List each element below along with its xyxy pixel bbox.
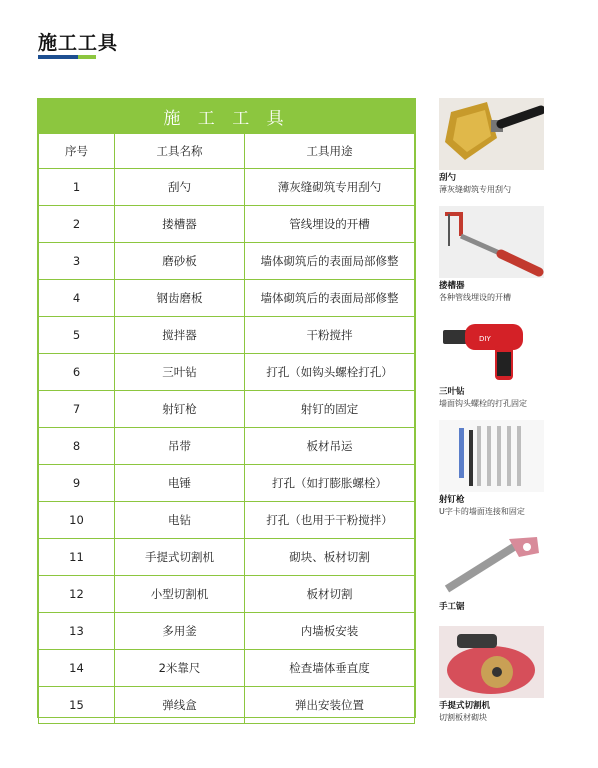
tool-usage: 墙体砌筑后的表面局部修整 [245,243,415,280]
drill-photo [439,312,544,384]
tool-name: 搅拌器 [115,317,245,354]
tool-name: 电钻 [115,502,245,539]
tool-usage: 干粉搅拌 [245,317,415,354]
table-row [39,280,415,317]
gallery-caption-title: 手工锯 [439,602,465,612]
tool-usage: 弹出安装位置 [245,687,415,724]
gallery-item-drill [439,312,544,409]
tool-name: 吊带 [115,428,245,465]
tool-usage: 管线埋设的开槽 [245,206,415,243]
table-row [39,502,415,539]
page-title: 施工工具 [38,32,119,54]
table-row [39,169,415,206]
gallery-item-nail-gun [439,420,544,517]
table-row [39,428,415,465]
table-row [39,613,415,650]
tool-usage: 板材吊运 [245,428,415,465]
tool-name: 2米靠尺 [115,650,245,687]
tool-usage: 内墙板安装 [245,613,415,650]
table-row [39,354,415,391]
title-underline-green [78,55,96,59]
tool-usage: 射钉的固定 [245,391,415,428]
tool-name: 射钉枪 [115,391,245,428]
table-row [39,391,415,428]
tool-name: 刮勺 [115,169,245,206]
gallery-caption-title: 刮勺 [439,173,457,183]
title-underline-blue [38,55,78,59]
tool-name: 磨砂板 [115,243,245,280]
row-number: 2 [39,206,115,243]
tool-usage: 墙体砌筑后的表面局部修整 [245,280,415,317]
row-number: 8 [39,428,115,465]
gallery-item-cutter [439,626,544,723]
gallery-item-groover [439,206,544,303]
tool-usage: 检查墙体垂直度 [245,650,415,687]
row-number: 1 [39,169,115,206]
table-row [39,465,415,502]
table-header-row [39,134,415,169]
table-row [39,687,415,724]
column-header: 工具用途 [245,134,415,169]
row-number: 10 [39,502,115,539]
row-number: 12 [39,576,115,613]
row-number: 9 [39,465,115,502]
row-number: 13 [39,613,115,650]
gallery-caption-title: 三叶钻 [439,387,465,397]
tool-name: 电锤 [115,465,245,502]
row-number: 4 [39,280,115,317]
row-number: 5 [39,317,115,354]
tool-name: 弹线盒 [115,687,245,724]
row-number: 15 [39,687,115,724]
tool-usage: 打孔（也用于干粉搅拌） [245,502,415,539]
trowel-photo [439,98,544,170]
gallery-item-trowel [439,98,544,195]
table-row [39,243,415,280]
tool-name: 三叶钻 [115,354,245,391]
tool-name: 小型切割机 [115,576,245,613]
gallery-caption-desc: 薄灰缝砌筑专用刮勺 [439,185,511,194]
table-row [39,576,415,613]
tool-usage: 打孔（如打膨胀螺栓） [245,465,415,502]
row-number: 7 [39,391,115,428]
tool-usage: 薄灰缝砌筑专用刮勺 [245,169,415,206]
table-row [39,650,415,687]
gallery-caption-title: 搂槽器 [439,281,465,291]
gallery-caption-title: 射钉枪 [439,495,465,505]
table-row [39,206,415,243]
tool-name: 手提式切割机 [115,539,245,576]
gallery-item-hand-saw [439,527,544,613]
tool-usage: 板材切割 [245,576,415,613]
table-title: 施 工 工 具 [38,99,415,133]
gallery-caption-desc: 切割板材砌块 [439,713,487,722]
row-number: 11 [39,539,115,576]
tools-table [37,98,416,718]
gallery-caption-desc: 墙面钩头螺栓的打孔固定 [439,399,527,408]
tool-name: 钢齿磨板 [115,280,245,317]
column-header: 工具名称 [115,134,245,169]
gallery-caption-title: 手提式切割机 [439,701,491,711]
gallery-caption-desc: 各种管线埋设的开槽 [439,293,511,302]
svg-text:DIY: DIY [479,335,491,343]
tools-table-grid [38,133,415,724]
row-number: 14 [39,650,115,687]
table-row [39,539,415,576]
row-number: 6 [39,354,115,391]
tool-name: 多用釜 [115,613,245,650]
nail-gun-photo [439,420,544,492]
tool-usage: 打孔（如钩头螺栓打孔） [245,354,415,391]
tool-name: 搂槽器 [115,206,245,243]
cutter-photo [439,626,544,698]
gallery-caption-desc: U字卡的墙面连接和固定 [439,507,525,516]
table-row [39,317,415,354]
row-number: 3 [39,243,115,280]
hand-saw-photo [439,527,544,599]
groover-photo [439,206,544,278]
tool-usage: 砌块、板材切割 [245,539,415,576]
column-header: 序号 [39,134,115,169]
